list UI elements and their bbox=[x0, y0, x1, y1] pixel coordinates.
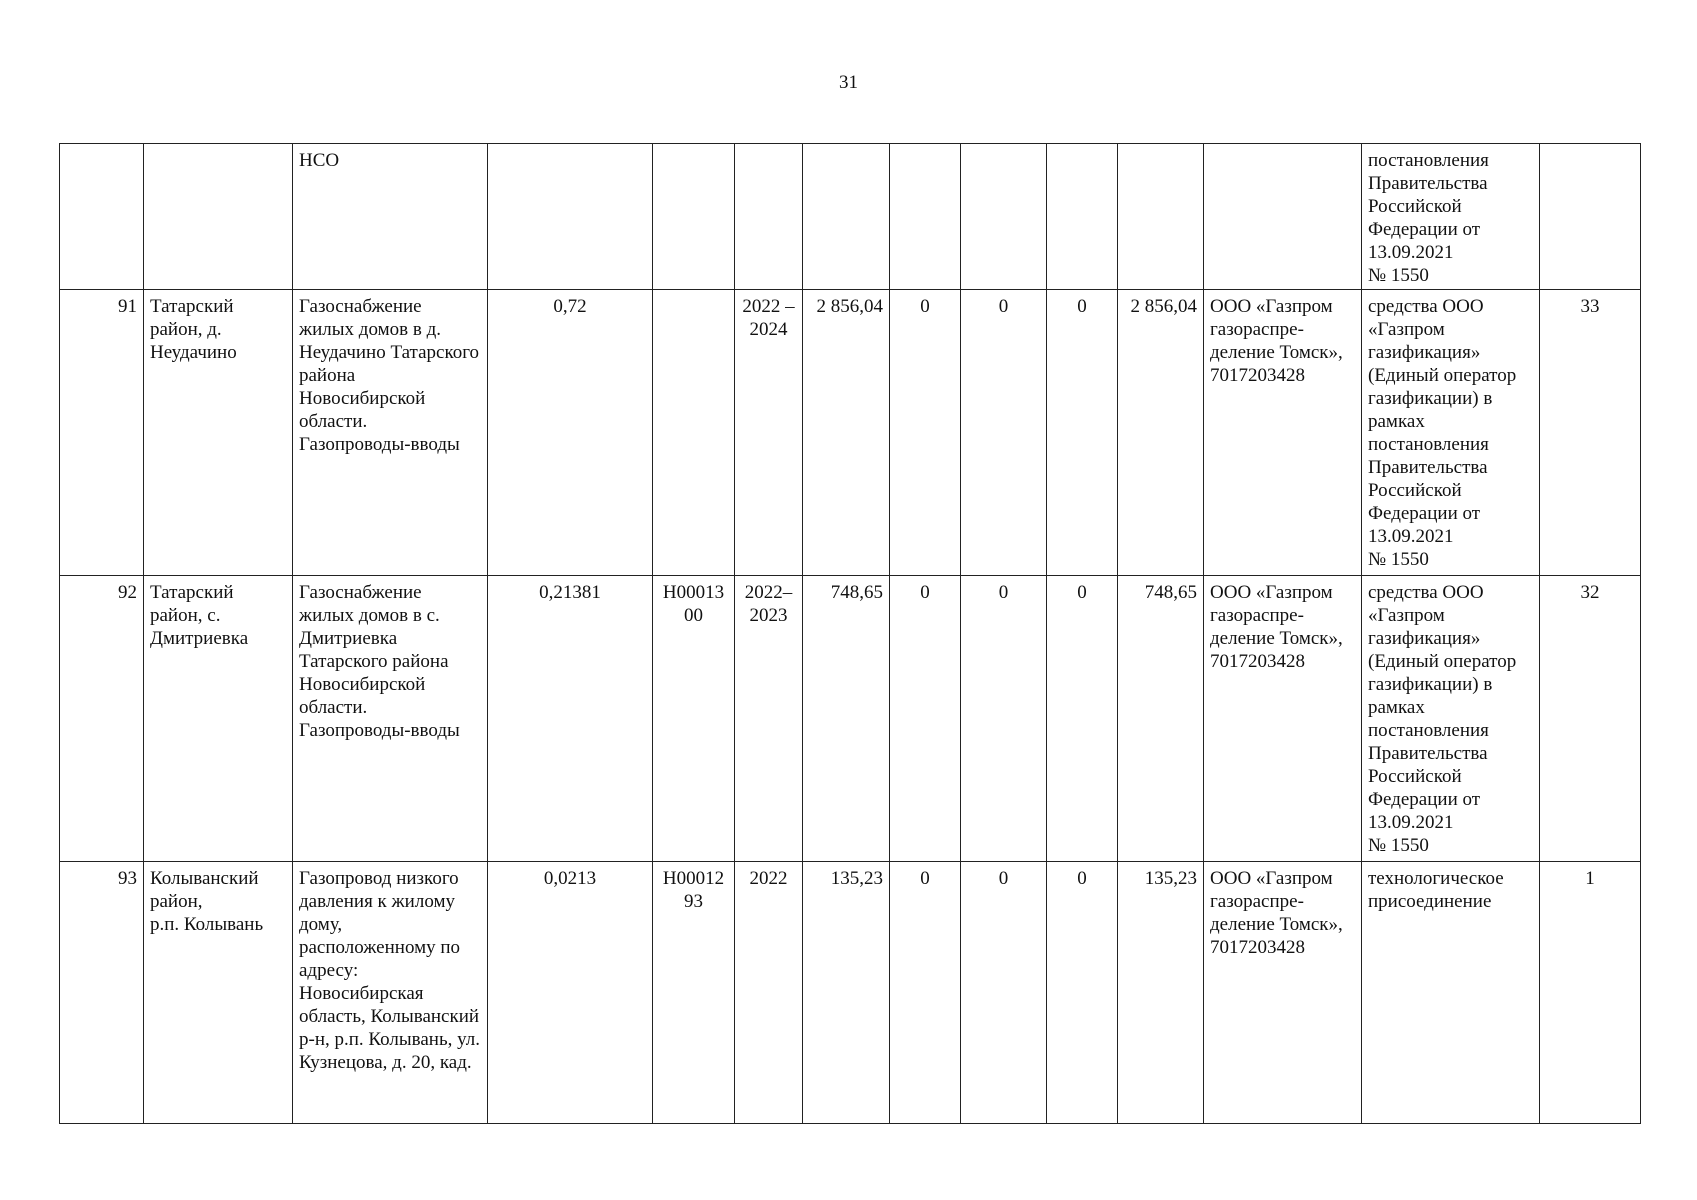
organization-cell: ООО «Газпром газораспре- деление Томск», 7017203428 bbox=[1204, 862, 1362, 1124]
organization-cell: ООО «Газпром газораспре- деление Томск», 7017203428 bbox=[1204, 290, 1362, 576]
object-name-cell: Газоснабжение жилых домов в д. Неудачино Татарского района Новосибирской области. Газопроводы-вводы bbox=[293, 290, 488, 576]
funding-source-cell: средства ООО «Газпром газификация» (Единый оператор газификации) в рамках постановления Правительства Российской Федерации от 13.09.2021 № 1550 bbox=[1362, 576, 1540, 862]
location-cell: Татарский район, д. Неудачино bbox=[144, 290, 293, 576]
funding-cell-2: 0 bbox=[961, 290, 1047, 576]
row-number: 93 bbox=[60, 862, 144, 1124]
total-cost-cell: 748,65 bbox=[803, 576, 890, 862]
length-cell bbox=[488, 144, 653, 290]
row-number: 91 bbox=[60, 290, 144, 576]
funding-cell-4: 748,65 bbox=[1118, 576, 1204, 862]
organization-cell: ООО «Газпром газораспре- деление Томск», 7017203428 bbox=[1204, 576, 1362, 862]
period-cell bbox=[735, 144, 803, 290]
row-number bbox=[60, 144, 144, 290]
object-name-cell: НСО bbox=[293, 144, 488, 290]
code-cell bbox=[653, 144, 735, 290]
location-cell: Татарский район, с. Дмитриевка bbox=[144, 576, 293, 862]
length-cell: 0,0213 bbox=[488, 862, 653, 1124]
funding-cell-3: 0 bbox=[1047, 290, 1118, 576]
code-cell: Н00012 93 bbox=[653, 862, 735, 1124]
total-cost-cell: 2 856,04 bbox=[803, 290, 890, 576]
code-cell: Н00013 00 bbox=[653, 576, 735, 862]
funding-source-cell: технологическое присоединение bbox=[1362, 862, 1540, 1124]
funding-cell-4 bbox=[1118, 144, 1204, 290]
period-cell: 2022– 2023 bbox=[735, 576, 803, 862]
funding-cell-3: 0 bbox=[1047, 862, 1118, 1124]
funding-cell-3: 0 bbox=[1047, 576, 1118, 862]
object-name-cell: Газопровод низкого давления к жилому дому, расположенному по адресу: Новосибирская область, Колыванский р-н, р.п. Колывань, ул. Кузнецова, д. 20, кад. bbox=[293, 862, 488, 1124]
funding-cell-4: 135,23 bbox=[1118, 862, 1204, 1124]
table-row bbox=[60, 144, 1641, 290]
count-cell: 1 bbox=[1540, 862, 1641, 1124]
length-cell: 0,72 bbox=[488, 290, 653, 576]
funding-cell-1: 0 bbox=[890, 290, 961, 576]
funding-cell-4: 2 856,04 bbox=[1118, 290, 1204, 576]
count-cell: 32 bbox=[1540, 576, 1641, 862]
location-cell: Колыванский район, р.п. Колывань bbox=[144, 862, 293, 1124]
period-cell: 2022 bbox=[735, 862, 803, 1124]
total-cost-cell: 135,23 bbox=[803, 862, 890, 1124]
funding-cell-1: 0 bbox=[890, 862, 961, 1124]
table-row bbox=[60, 862, 1641, 1124]
location-cell bbox=[144, 144, 293, 290]
table-row bbox=[60, 290, 1641, 576]
period-cell: 2022 – 2024 bbox=[735, 290, 803, 576]
funding-cell-2: 0 bbox=[961, 576, 1047, 862]
table-row bbox=[60, 576, 1641, 862]
gasification-table bbox=[59, 143, 1641, 1124]
funding-cell-1 bbox=[890, 144, 961, 290]
funding-cell-2 bbox=[961, 144, 1047, 290]
count-cell bbox=[1540, 144, 1641, 290]
funding-cell-2: 0 bbox=[961, 862, 1047, 1124]
code-cell bbox=[653, 290, 735, 576]
organization-cell bbox=[1204, 144, 1362, 290]
funding-source-cell: средства ООО «Газпром газификация» (Единый оператор газификации) в рамках постановления Правительства Российской Федерации от 13.09.2021 № 1550 bbox=[1362, 290, 1540, 576]
funding-source-cell: постановления Правительства Российской Федерации от 13.09.2021 № 1550 bbox=[1362, 144, 1540, 290]
total-cost-cell bbox=[803, 144, 890, 290]
funding-cell-1: 0 bbox=[890, 576, 961, 862]
page-number: 31 bbox=[839, 72, 858, 93]
length-cell: 0,21381 bbox=[488, 576, 653, 862]
row-number: 92 bbox=[60, 576, 144, 862]
count-cell: 33 bbox=[1540, 290, 1641, 576]
funding-cell-3 bbox=[1047, 144, 1118, 290]
object-name-cell: Газоснабжение жилых домов в с. Дмитриевка Татарского района Новосибирской области. Газопроводы-вводы bbox=[293, 576, 488, 862]
